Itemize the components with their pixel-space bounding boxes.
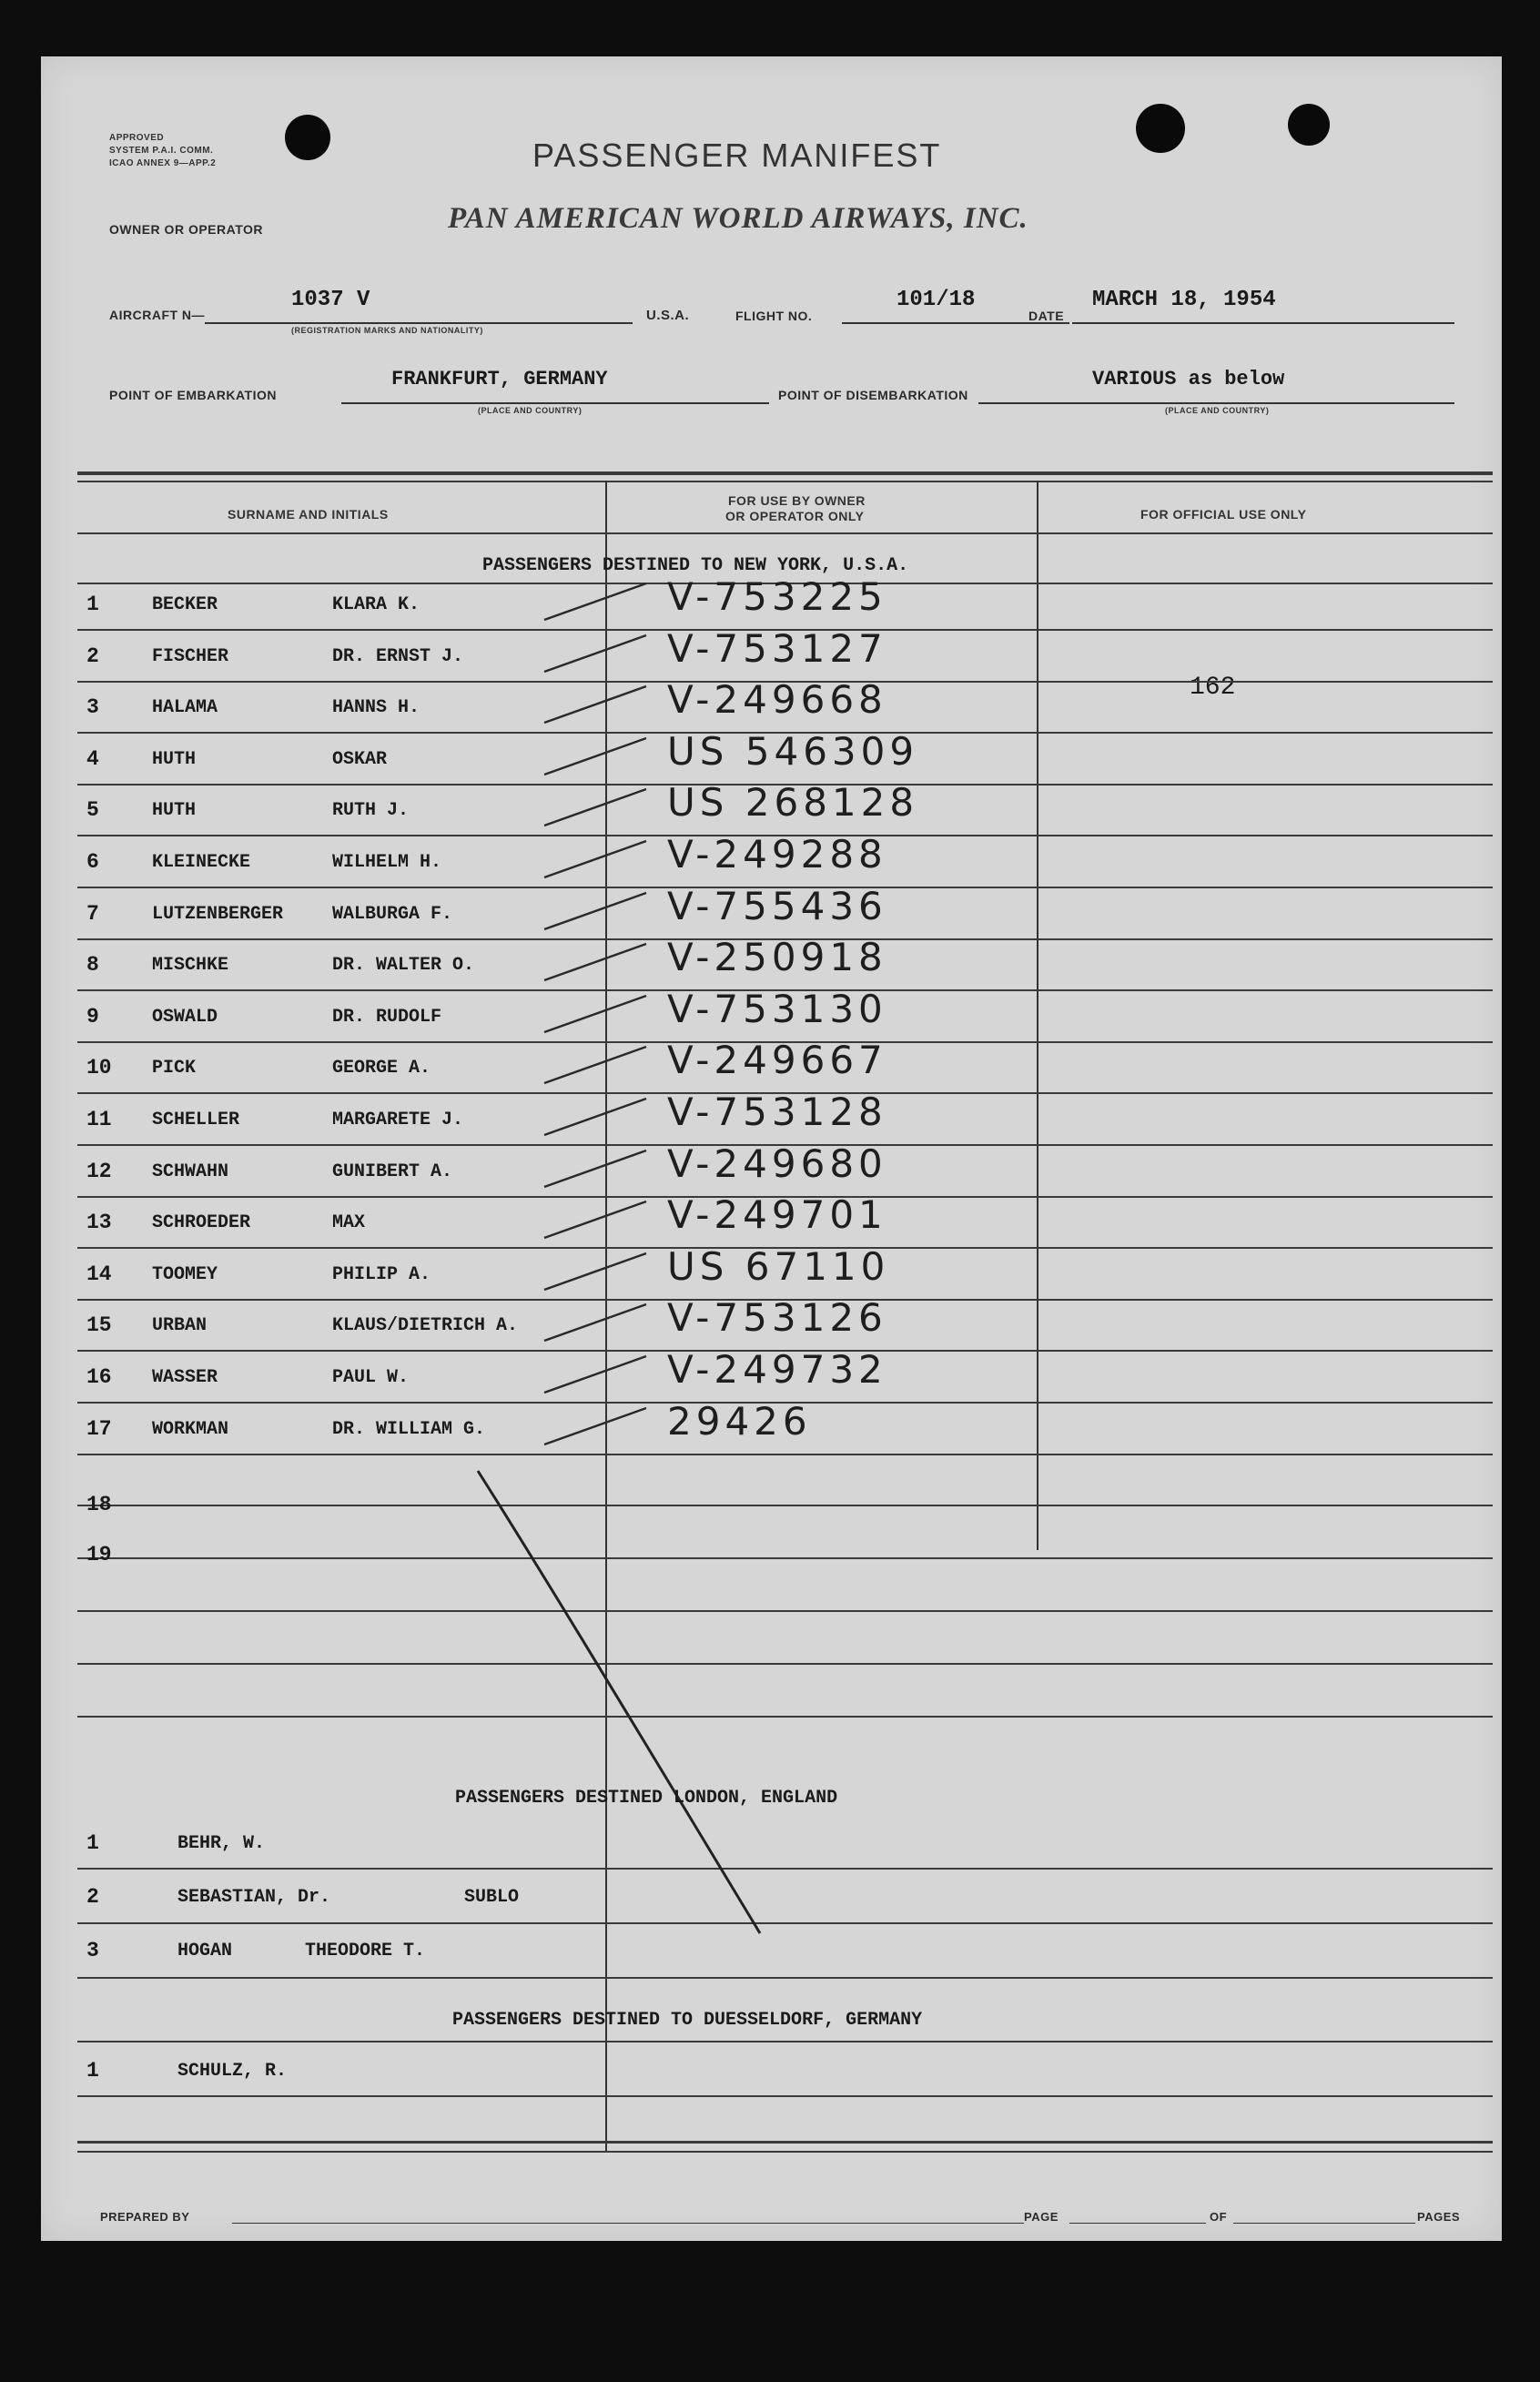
document-number: V-755436 <box>667 883 887 928</box>
place-note: (PLACE AND COUNTRY) <box>1165 406 1270 415</box>
date-value: MARCH 18, 1954 <box>1092 288 1276 312</box>
row-number: 1 <box>86 1831 99 1855</box>
passenger-surname: WORKMAN <box>152 1418 229 1440</box>
passenger-given-name: WILHELM H. <box>332 852 442 873</box>
prepared-by-label: PREPARED BY <box>100 2210 190 2224</box>
disembarkation-value: VARIOUS as below <box>1092 368 1285 390</box>
passenger-surname: FISCHER <box>152 645 229 667</box>
document-number: V-249288 <box>667 832 887 877</box>
passenger-given-name: PAUL W. <box>332 1367 410 1388</box>
passenger-given-name: HANNS H. <box>332 697 420 719</box>
document-number: V-249680 <box>667 1140 887 1186</box>
passenger-name: SEBASTIAN, Dr. <box>177 1887 331 1908</box>
passenger-given-name: DR. ERNST J. <box>332 645 464 667</box>
disembarkation-label: POINT OF DISEMBARKATION <box>778 388 968 402</box>
row-number: 7 <box>86 901 99 926</box>
owner-label: OWNER OR OPERATOR <box>109 222 263 237</box>
passenger-given-name: RUTH J. <box>332 800 410 822</box>
row-number: 16 <box>86 1365 112 1389</box>
passenger-given-name: KLARA K. <box>332 594 420 615</box>
passenger-surname: TOOMEY <box>152 1263 218 1285</box>
row-number: 13 <box>86 1211 112 1235</box>
document-number: V-249732 <box>667 1347 887 1392</box>
passenger-surname: MISCHKE <box>152 955 229 977</box>
row-number: 8 <box>86 953 99 978</box>
row-number: 19 <box>86 1543 112 1566</box>
row-number: 11 <box>86 1108 112 1131</box>
owner-name: PAN AMERICAN WORLD AIRWAYS, INC. <box>448 202 1028 235</box>
usa-label: U.S.A. <box>646 308 690 323</box>
passenger-surname: HALAMA <box>152 697 218 719</box>
passenger-given-name: GUNIBERT A. <box>332 1161 453 1182</box>
document-number: V-249668 <box>667 677 887 723</box>
row-number: 18 <box>86 1493 112 1516</box>
passenger-surname: BECKER <box>152 594 218 615</box>
passenger-surname: HUTH <box>152 800 197 822</box>
owner-use-header: FOR USE BY OWNER <box>728 493 866 508</box>
row-number: 5 <box>86 798 99 823</box>
passenger-given-name: PHILIP A. <box>332 1263 431 1285</box>
document-number: V-250918 <box>667 935 887 980</box>
document-number: V-753225 <box>667 574 887 619</box>
row-number: 1 <box>86 593 99 616</box>
passenger-surname: LUTZENBERGER <box>152 903 284 925</box>
section-duesseldorf: PASSENGERS DESTINED TO DUESSELDORF, GERMANY <box>452 2010 923 2031</box>
passenger-given-name: GEORGE A. <box>332 1058 431 1080</box>
page-label: PAGE <box>1024 2210 1059 2224</box>
passenger-surname: SCHROEDER <box>152 1212 251 1234</box>
aircraft-label: AIRCRAFT N— <box>109 308 206 322</box>
approval-line: SYSTEM P.A.I. COMM. <box>109 146 214 156</box>
passenger-name: SCHULZ, R. <box>177 2061 288 2082</box>
flight-label: FLIGHT NO. <box>735 309 813 323</box>
form-title: PASSENGER MANIFEST <box>532 137 942 174</box>
document-number: V-753126 <box>667 1295 887 1341</box>
approval-line: ICAO ANNEX 9—APP.2 <box>109 158 217 168</box>
document-number: V-753128 <box>667 1090 887 1134</box>
flight-value: 101/18 <box>897 288 976 312</box>
row-number: 17 <box>86 1416 112 1441</box>
document-number: US 546309 <box>667 728 919 774</box>
registration-note: (REGISTRATION MARKS AND NATIONALITY) <box>291 326 483 335</box>
row-number: 3 <box>86 695 99 720</box>
surname-column-header: SURNAME AND INITIALS <box>228 507 389 522</box>
aircraft-value: 1037 V <box>291 288 370 312</box>
document-number: 29426 <box>667 1398 812 1444</box>
of-label: OF <box>1210 2210 1228 2224</box>
document-number: US 67110 <box>667 1243 890 1289</box>
row-number: 2 <box>86 1885 99 1909</box>
official-use-header: FOR OFFICIAL USE ONLY <box>1140 507 1307 522</box>
document-number: V-753127 <box>667 625 887 671</box>
document-number: V-249667 <box>667 1038 887 1083</box>
passenger-given-name: OSKAR <box>332 748 388 770</box>
passenger-given-name: DR. RUDOLF <box>332 1006 442 1028</box>
document-number: V-249701 <box>667 1192 887 1238</box>
section-london: PASSENGERS DESTINED LONDON, ENGLAND <box>455 1788 838 1809</box>
document-number: US 268128 <box>667 780 919 826</box>
row-number: 6 <box>86 850 99 874</box>
passenger-surname: OSWALD <box>152 1006 218 1028</box>
date-label: DATE <box>1028 309 1065 323</box>
owner-use-header: OR OPERATOR ONLY <box>725 509 865 523</box>
section-new-york: PASSENGERS DESTINED TO NEW YORK, U.S.A. <box>482 555 909 576</box>
passenger-surname: WASSER <box>152 1367 218 1388</box>
row-number: 2 <box>86 644 99 668</box>
official-note: 162 <box>1190 674 1236 702</box>
passenger-given-name: DR. WALTER O. <box>332 955 475 977</box>
passenger-given-name: MAX <box>332 1212 366 1234</box>
place-note: (PLACE AND COUNTRY) <box>478 406 583 415</box>
passenger-extra: THEODORE T. <box>305 1941 426 1961</box>
approval-line: APPROVED <box>109 133 165 143</box>
row-number: 12 <box>86 1159 112 1183</box>
passenger-given-name: KLAUS/DIETRICH A. <box>332 1315 519 1337</box>
document-number: V-753130 <box>667 986 887 1031</box>
embarkation-value: FRANKFURT, GERMANY <box>391 368 608 390</box>
row-number: 9 <box>86 1004 99 1029</box>
manifest-sheet <box>41 56 1502 2241</box>
row-number: 4 <box>86 746 99 771</box>
row-number: 15 <box>86 1313 112 1338</box>
passenger-given-name: DR. WILLIAM G. <box>332 1418 486 1440</box>
pages-label: PAGES <box>1417 2210 1461 2224</box>
passenger-surname: KLEINECKE <box>152 852 251 873</box>
passenger-given-name: WALBURGA F. <box>332 903 453 925</box>
passenger-given-name: MARGARETE J. <box>332 1110 464 1130</box>
pen-stroke <box>41 56 1502 2241</box>
row-number: 1 <box>86 2059 99 2083</box>
row-number: 3 <box>86 1939 99 1962</box>
row-number: 10 <box>86 1056 112 1080</box>
passenger-surname: SCHELLER <box>152 1110 240 1130</box>
passenger-surname: SCHWAHN <box>152 1161 229 1182</box>
passenger-surname: PICK <box>152 1058 197 1080</box>
passenger-name: BEHR, W. <box>177 1833 266 1854</box>
passenger-surname: HUTH <box>152 748 197 770</box>
passenger-name: HOGAN <box>177 1941 233 1961</box>
passenger-extra: SUBLO <box>464 1887 520 1908</box>
passenger-surname: URBAN <box>152 1315 208 1337</box>
row-number: 14 <box>86 1262 112 1286</box>
embarkation-label: POINT OF EMBARKATION <box>109 388 277 402</box>
